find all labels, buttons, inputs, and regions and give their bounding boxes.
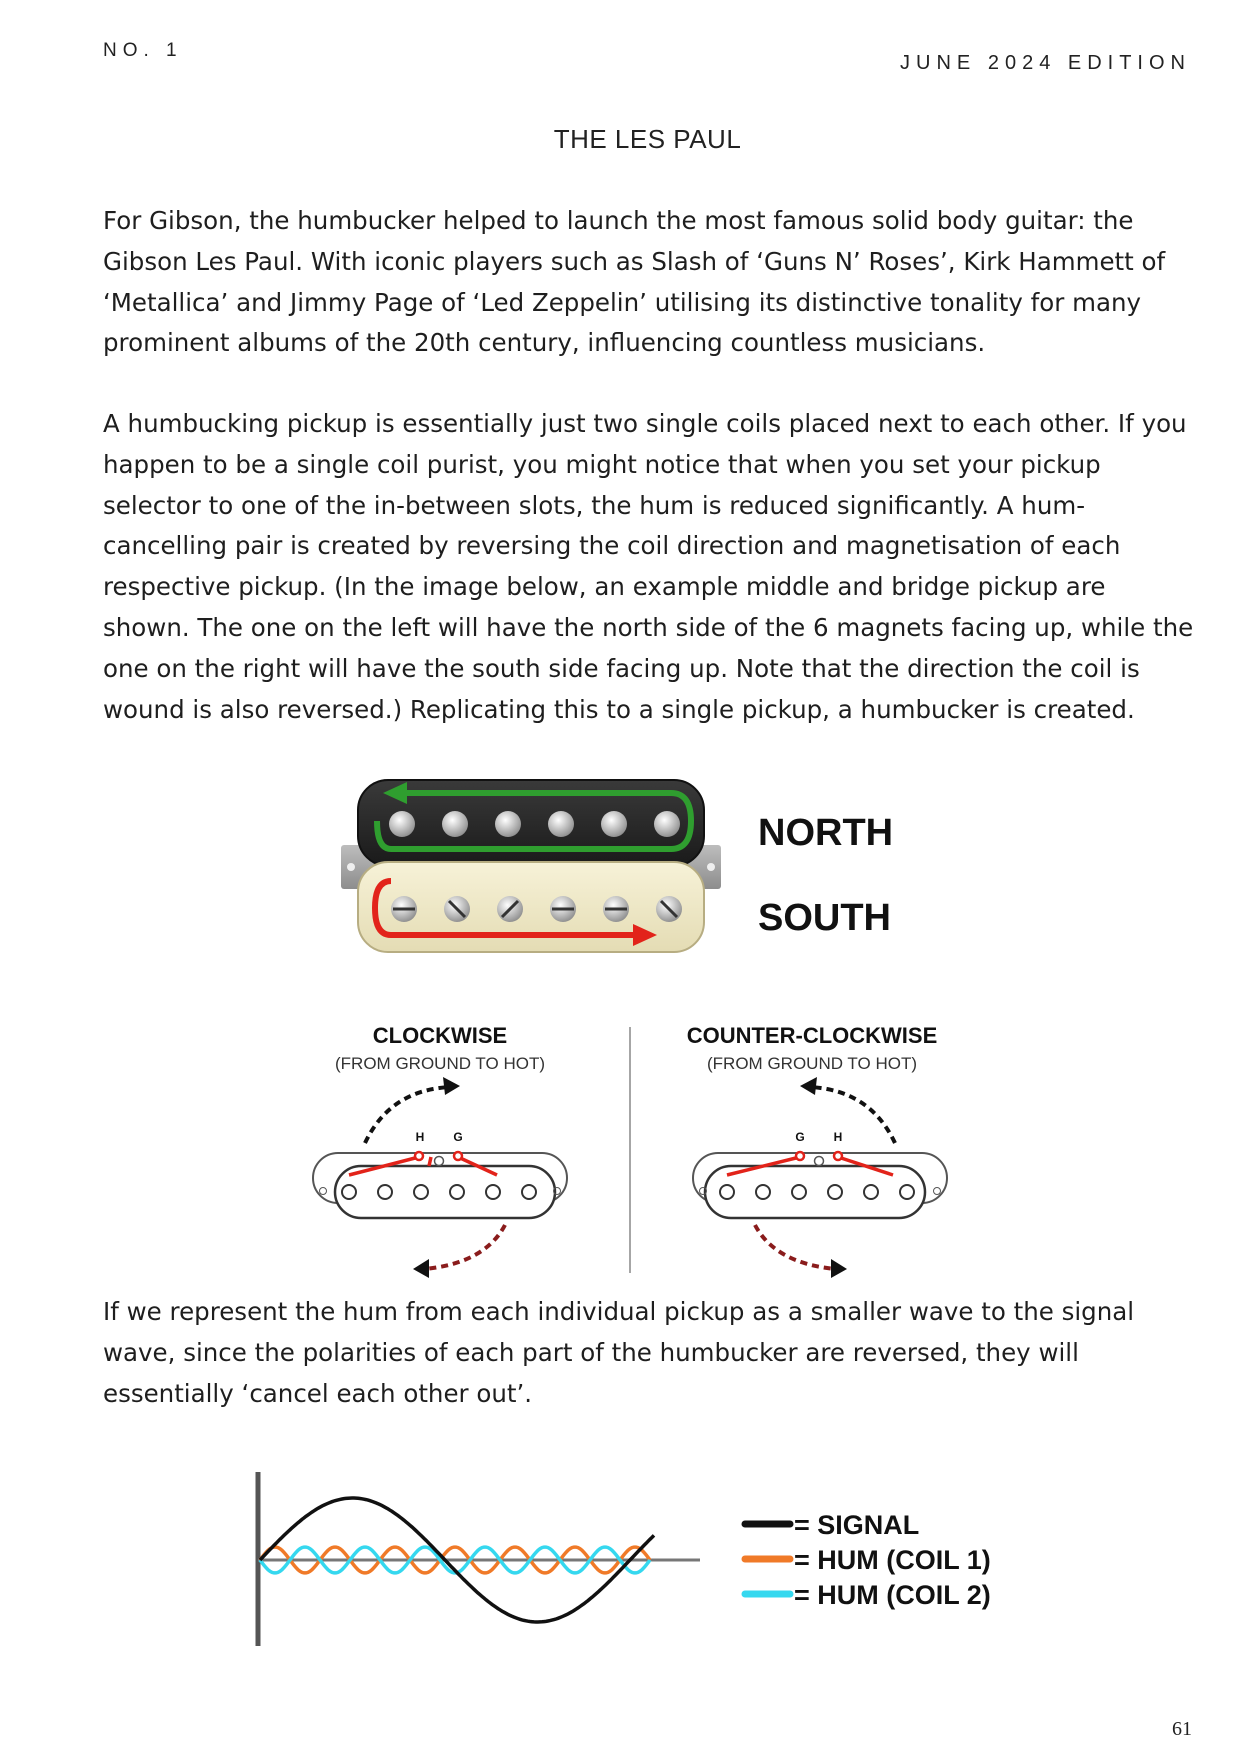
- clockwise-bottom-arrow: [425, 1225, 505, 1269]
- wave-legend: [745, 1510, 991, 1610]
- counter-clockwise-subtitle: (FROM GROUND TO HOT): [707, 1054, 917, 1073]
- arrow-left-icon: [413, 1259, 429, 1278]
- section-title: THE LES PAUL: [553, 124, 742, 154]
- counter-clockwise-title: COUNTER-CLOCKWISE: [686, 1023, 938, 1048]
- legend-signal-label: = SIGNAL: [794, 1510, 920, 1540]
- humbucker-diagram: [335, 775, 935, 965]
- clockwise-title: CLOCKWISE: [372, 1023, 508, 1048]
- paragraph-les-paul: For Gibson, the humbucker helped to launch the most famous solid body guitar: the Gibson Les Paul. With iconic players such as Slash of ‘Guns N’ Roses’, Kirk Hammett of ‘Metallica’ and Jimmy Page of ‘Led Zeppelin’ utilising its distinctive tonality for many prominent albums of the 20th century, influencing countless musicians.: [103, 206, 1166, 358]
- arrow-right-icon: [443, 1077, 460, 1095]
- lead-label-g: G: [795, 1130, 805, 1144]
- arrow-left-icon: [800, 1077, 817, 1095]
- coil-direction-diagram: [295, 1015, 985, 1285]
- page-number: 61: [1172, 1718, 1192, 1740]
- clockwise-top-arrow: [365, 1087, 450, 1143]
- issue-number: NO. 1: [103, 40, 183, 61]
- paragraph-humbucking: A humbucking pickup is essentially just two single coils placed next to each other. If you happen to be a single coil purist, you might notice that when you set your pickup selector to one of the in-between slots, the hum is reduced significantly. A hum-cancelling pair is created by reversing the coil direction and magnetisation of each respective pickup. (In the image below, an example middle and bridge pickup are shown. The one on the left will have the north side of the 6 magnets facing up, while the one on the right will have the south side facing up. Note that the direction the coil is wound is also reversed.) Replicating this to a single pickup, a humbucker is created.: [103, 409, 1194, 724]
- lead-label-h: H: [833, 1130, 843, 1144]
- lead-label-g: G: [453, 1130, 463, 1144]
- counter-top-arrow: [810, 1087, 895, 1143]
- legend-hum-1-label: = HUM (COIL 1): [794, 1545, 991, 1575]
- north-label: NORTH: [758, 812, 894, 854]
- south-label: SOUTH: [758, 897, 891, 939]
- paragraph-hum-waves: If we represent the hum from each individual pickup as a smaller wave to the signal wave, since the polarities of each part of the humbucker are reversed, they will essentially ‘cancel each other out’.: [103, 1297, 1135, 1408]
- counter-bottom-arrow: [755, 1225, 835, 1269]
- lead-label-h: H: [415, 1130, 425, 1144]
- clockwise-subtitle: (FROM GROUND TO HOT): [335, 1054, 545, 1073]
- edition-label: JUNE 2024 EDITION: [900, 52, 1191, 74]
- legend-hum-2-label: = HUM (COIL 2): [794, 1580, 991, 1610]
- arrow-right-icon: [831, 1259, 847, 1278]
- wave-diagram: [250, 1470, 1010, 1660]
